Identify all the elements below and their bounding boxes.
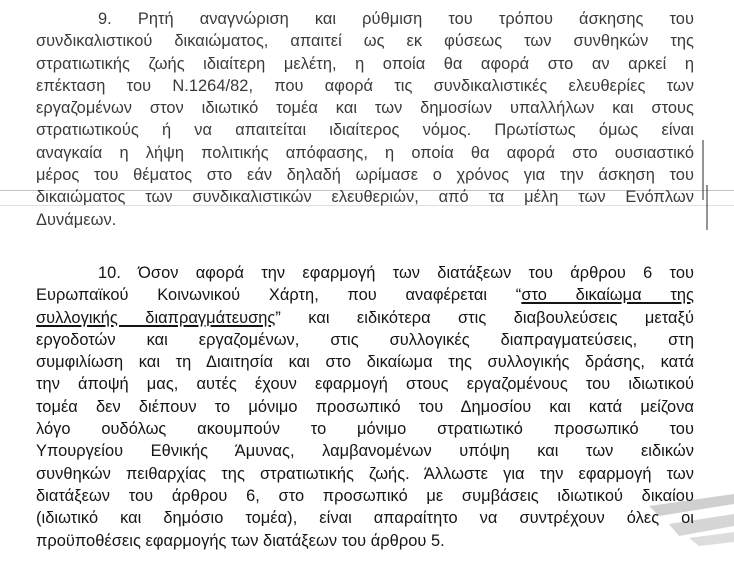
text-line	[36, 284, 694, 306]
text-line: συμφιλίωση και τη Διαιτησία και στο δικαίωμα της συλλογικής δράσης, κατά	[36, 353, 694, 372]
scan-artifact-mark	[706, 185, 708, 230]
paragraph-10	[36, 262, 694, 552]
text-line: μέρος του θέματος στο εάν δηλαδή ωρίμασε ο χρόνος για την άσκηση του	[36, 166, 694, 185]
text-line: συνθηκών πειθαρχίας της στρατιωτικής ζωής. Άλλωστε για την εφαρμογή των	[36, 464, 694, 483]
text-segment: ” και ειδικότερα στις διαβουλεύσεις μεταξύ	[275, 308, 694, 327]
text-line: (ιδιωτικό και δημόσιο τομέα), είναι απαραίτητο να συντρέχουν όλες οι	[36, 509, 694, 528]
text-line: εργοδοτών και εργαζομένων, στις συλλογικές διαπραγματεύσεις, στη	[36, 330, 694, 349]
underlined-text: στο δικαίωμα της	[521, 286, 695, 305]
text-line: Δυνάμεων.	[36, 210, 117, 229]
scan-artifact-mark	[702, 140, 704, 200]
text-line	[36, 307, 694, 329]
text-line: Υπουργείου Εθνικής Άμυνας, λαμβανομένων υπόψη και των ειδικών	[36, 442, 694, 461]
text-line: 9. Ρητή αναγνώριση και ρύθμιση του τρόπου άσκησης του	[98, 10, 694, 28]
text-line: 10. Όσον αφορά την εφαρμογή των διατάξεων του άρθρου 6 του	[98, 264, 694, 282]
paragraph-9	[36, 8, 694, 231]
text-line: στρατιωτικής ζωής ιδιαίτερη μελέτη, η οποία θα αφορά στο αν αρκεί η	[36, 54, 694, 73]
text-line: τομέα δεν διέπουν το μόνιμο προσωπικό του Δημοσίου και κατά μείζονα	[36, 397, 694, 416]
text-line: συνδικαλιστικού δικαιώματος, απαιτεί ως εκ φύσεως των συνθηκών της	[36, 32, 694, 51]
text-line: δικαιώματος των συνδικαλιστικών ελευθεριών, από τα μέλη των Ενόπλων	[36, 188, 694, 207]
text-line: την άποψή μας, αυτές έχουν εφαρμογή στους εργαζομένους του ιδιωτικού	[36, 375, 694, 394]
text-line: προϋποθέσεις εφαρμογής των διατάξεων του άρθρου 5.	[36, 531, 445, 550]
text-line: διατάξεων του άρθρου 6, στο προσωπικό με συμβάσεις ιδιωτικού δικαίου	[36, 486, 694, 505]
text-segment: Ευρωπαϊκού Κοινωνικού Χάρτη, που αναφέρεται “	[36, 286, 522, 305]
text-line: στρατιωτικούς ή να απαιτείται ιδιαίτερος νόμος. Πρωτίστως όμως είναι	[36, 121, 694, 140]
text-line: αναγκαία η λήψη πολιτικής απόφασης, η οποία θα αφορά στο ουσιαστικό	[36, 143, 694, 162]
underlined-text: συλλογικής διαπραγμάτευσης	[36, 308, 276, 327]
text-line: εργαζομένων στον ιδιωτικό τομέα και των δημοσίων υπαλλήλων και στους	[36, 99, 694, 118]
text-line: επέκταση του Ν.1264/82, που αφορά τις συνδικαλιστικές ελευθερίες των	[36, 76, 694, 95]
text-line: λόγο ουδόλως ακουμπούν το μόνιμο στρατιωτικό προσωπικό του	[36, 420, 694, 439]
